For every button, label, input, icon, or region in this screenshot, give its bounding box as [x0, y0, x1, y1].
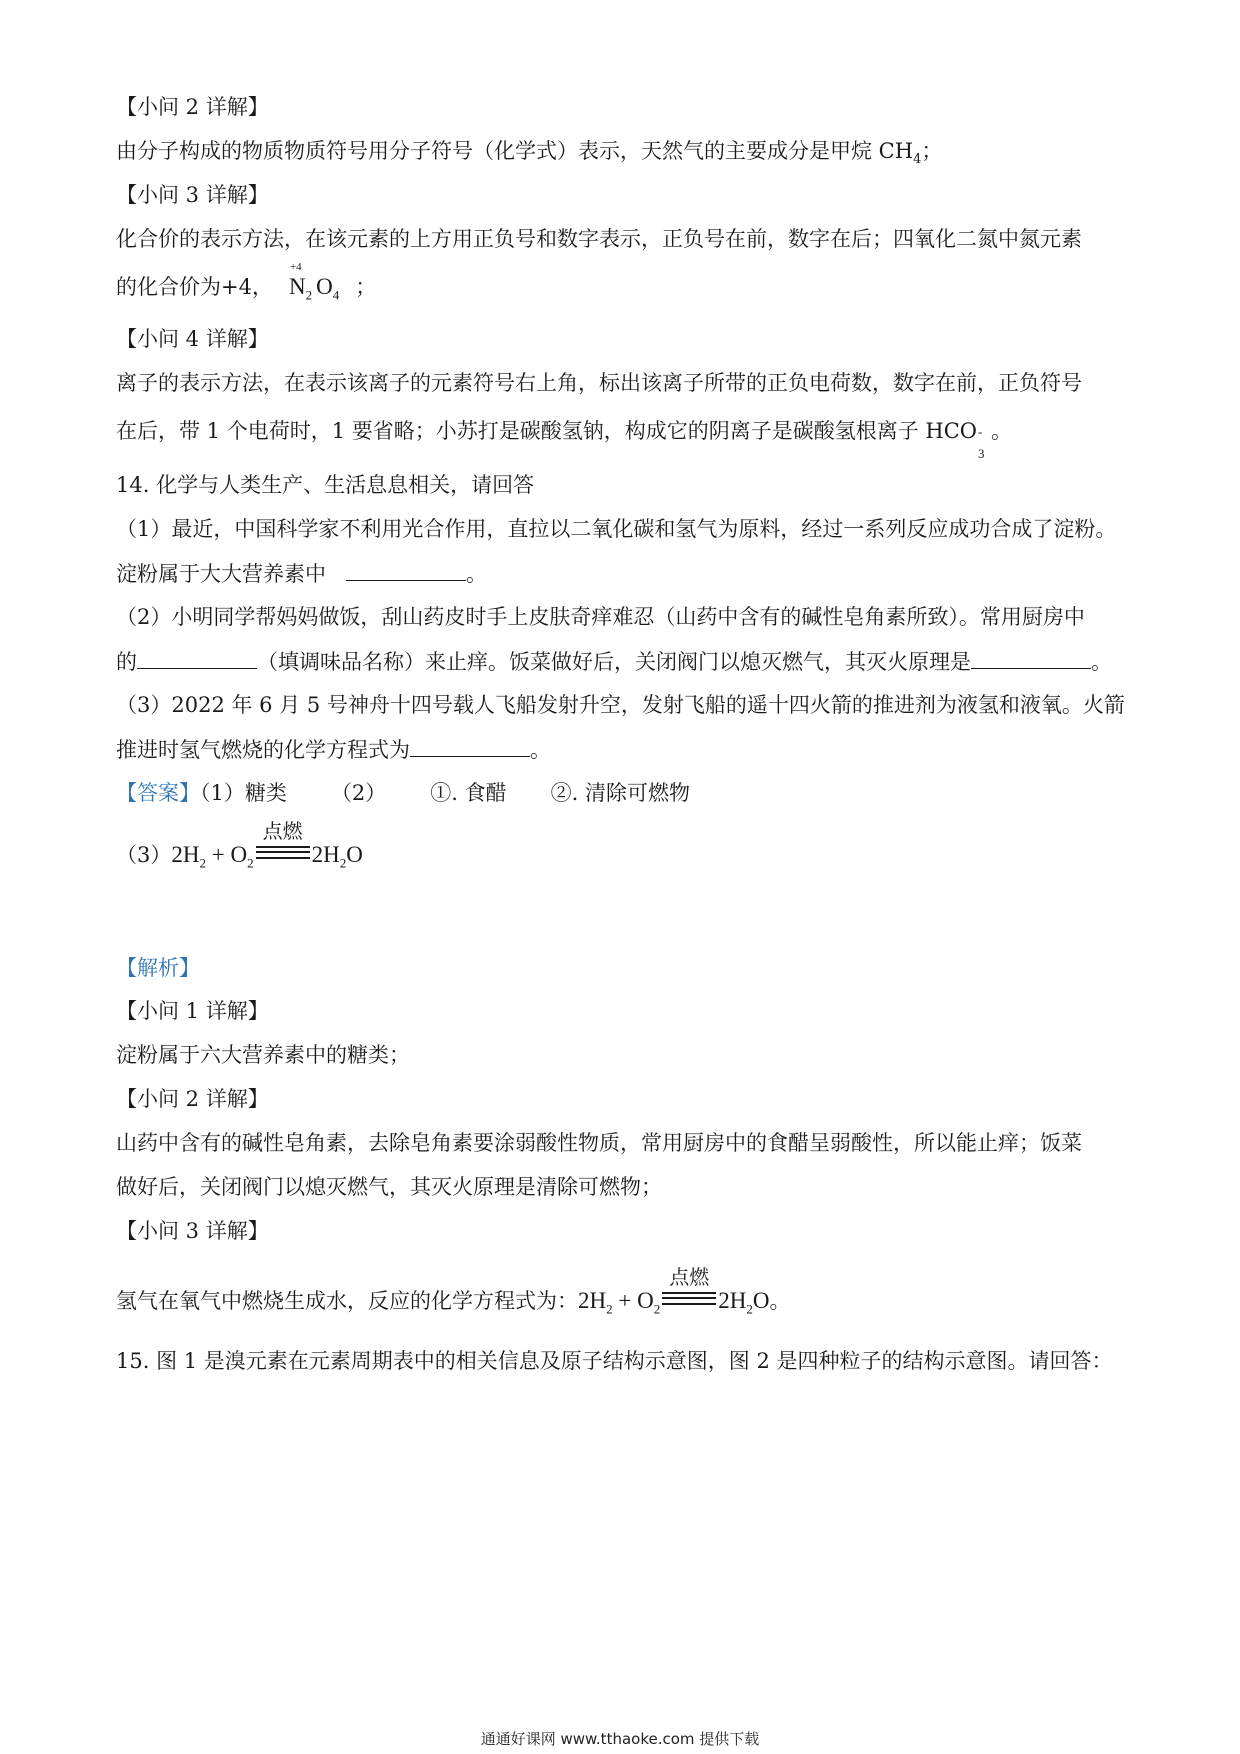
- subq3-heading: 【小问 3 详解】: [116, 183, 269, 207]
- analysis-tag: 【解析】: [116, 956, 200, 980]
- reactant: O: [637, 1288, 654, 1313]
- text-line: [116, 734, 551, 764]
- subq2-heading: 【小问 2 详解】: [116, 95, 269, 119]
- answer-blank: [137, 646, 257, 669]
- product: O: [752, 1288, 770, 1313]
- subq2-heading: 【小问 2 详解】: [116, 1087, 269, 1111]
- page-footer: 通通好课网 www.tthaoke.com 提供下载: [480, 1730, 760, 1748]
- chemical-equation: [171, 819, 363, 871]
- product: 2H: [311, 842, 340, 867]
- subscript: 2: [606, 1301, 613, 1317]
- chemical-equation: [578, 1265, 770, 1317]
- text-line: [116, 558, 487, 588]
- text-line: 淀粉属于六大营养素中的糖类；: [116, 1043, 410, 1067]
- answer-line: [116, 778, 690, 808]
- equals-bars: [662, 1292, 716, 1305]
- text-span: 的化合价为+4，: [116, 275, 273, 299]
- reaction-condition: [256, 819, 310, 862]
- element: O: [316, 274, 333, 299]
- text-span: 。: [530, 738, 551, 762]
- subscript: 2: [305, 287, 313, 303]
- plus-sign: +: [618, 1288, 632, 1313]
- text-span: ；: [355, 275, 377, 299]
- answer-3-label: （3）: [116, 843, 172, 867]
- reaction-condition: [662, 1265, 716, 1308]
- element: N: [288, 274, 306, 299]
- reactant: 2H: [578, 1288, 607, 1313]
- subscript: 4: [332, 287, 340, 303]
- subscript: 2: [339, 855, 347, 871]
- plus-sign: +: [211, 842, 225, 867]
- subscript: 2: [653, 1301, 661, 1317]
- text-span: 淀粉属于大大营养素中: [116, 562, 326, 586]
- text-line: [116, 261, 377, 303]
- text-span: 。: [991, 419, 1013, 443]
- reactant: O: [230, 842, 248, 867]
- text-span: 。: [769, 1289, 791, 1313]
- text-span: ；: [921, 139, 943, 163]
- answer-1: （1）糖类: [200, 781, 287, 805]
- condition-label: 点燃: [669, 1265, 710, 1289]
- text-line: [116, 646, 1112, 676]
- text-span: （填调味品名称）来止痒。饭菜做好后，关闭阀门以熄灭燃气，其灭火原理是: [257, 650, 971, 674]
- text-line: [116, 1265, 791, 1326]
- answer-blank: [971, 646, 1091, 669]
- answer-2b: ②. 清除可燃物: [550, 781, 690, 805]
- text-line: 做好后，关闭阀门以熄灭燃气，其灭火原理是清除可燃物；: [116, 1175, 662, 1199]
- text-line: [116, 136, 942, 166]
- equals-bars: [256, 846, 310, 859]
- subscript: 2: [199, 855, 206, 871]
- text-span: 。: [466, 562, 487, 586]
- subq1-heading: 【小问 1 详解】: [116, 999, 269, 1023]
- text-span: 的: [116, 650, 137, 674]
- subscript: 4: [913, 152, 922, 168]
- answer-tag: 【答案】: [116, 781, 200, 805]
- subscript: 2: [247, 855, 254, 871]
- answer-3-line: [116, 819, 363, 880]
- subscript: 2: [746, 1301, 753, 1317]
- valence-formula: [288, 261, 340, 303]
- text-span: 在后，带 1 个电荷时，1 要省略；小苏打是碳酸氢钠，构成它的阴离子是碳酸氢根离子 HCO: [116, 419, 978, 443]
- question-15: 15. 图 1 是溴元素在元素周期表中的相关信息及原子结构示意图，图 2 是四种粒子的结构示意图。请回答：: [116, 1349, 1113, 1373]
- text-line: （2）小明同学帮妈妈做饭，刮山药皮时手上皮肤奇痒难忍（山药中含有的碱性皂角素所致）。常用厨房中: [116, 605, 1085, 629]
- answer-2a: ①. 食醋: [430, 781, 507, 805]
- text-span: 由分子构成的物质物质符号用分子符号（化学式）表示，天然气的主要成分是甲烷 CH: [116, 139, 914, 163]
- text-line: 在后，带 1 个电荷时，1 要省略；小苏打是碳酸氢钠，构成它的阴离子是碳酸氢根离子 HCO - 3 。: [116, 419, 1013, 461]
- product: O: [346, 842, 363, 867]
- valence-mark: +4: [289, 261, 302, 273]
- question-14: 14. 化学与人类生产、生活息息相关，请回答: [116, 473, 535, 497]
- product: 2H: [718, 1288, 747, 1313]
- subq4-heading: 【小问 4 详解】: [116, 327, 269, 351]
- reactant: 2H: [171, 842, 200, 867]
- text-line: 化合价的表示方法，在该元素的上方用正负号和数字表示，正负号在前，数字在后；四氧化二氮中氮元素: [116, 227, 1082, 251]
- text-span: 氢气在氧气中燃烧生成水，反应的化学方程式为：: [116, 1289, 578, 1313]
- text-span: 。: [1091, 650, 1112, 674]
- text-line: 山药中含有的碱性皂角素，去除皂角素要涂弱酸性物质，常用厨房中的食醋呈弱酸性，所以能止痒；饭菜: [116, 1131, 1082, 1155]
- subq3-heading: 【小问 3 详解】: [116, 1219, 269, 1243]
- text-line: （3）2022 年 6 月 5 号神舟十四号载人飞船发射升空，发射飞船的遥十四火箭的推进剂为液氢和液氧。火箭: [116, 693, 1125, 717]
- text-line: （1）最近，中国科学家不利用光合作用，直拉以二氧化碳和氢气为原料，经过一系列反应成功合成了淀粉。: [116, 517, 1117, 541]
- answer-blank: [346, 558, 466, 581]
- text-span: 推进时氢气燃烧的化学方程式为: [116, 738, 410, 762]
- condition-label: 点燃: [262, 819, 303, 843]
- answer-2: （2）: [330, 781, 387, 805]
- answer-blank: [410, 734, 530, 757]
- text-line: 离子的表示方法，在表示该离子的元素符号右上角，标出该离子所带的正负电荷数，数字在前，正负符号: [116, 371, 1082, 395]
